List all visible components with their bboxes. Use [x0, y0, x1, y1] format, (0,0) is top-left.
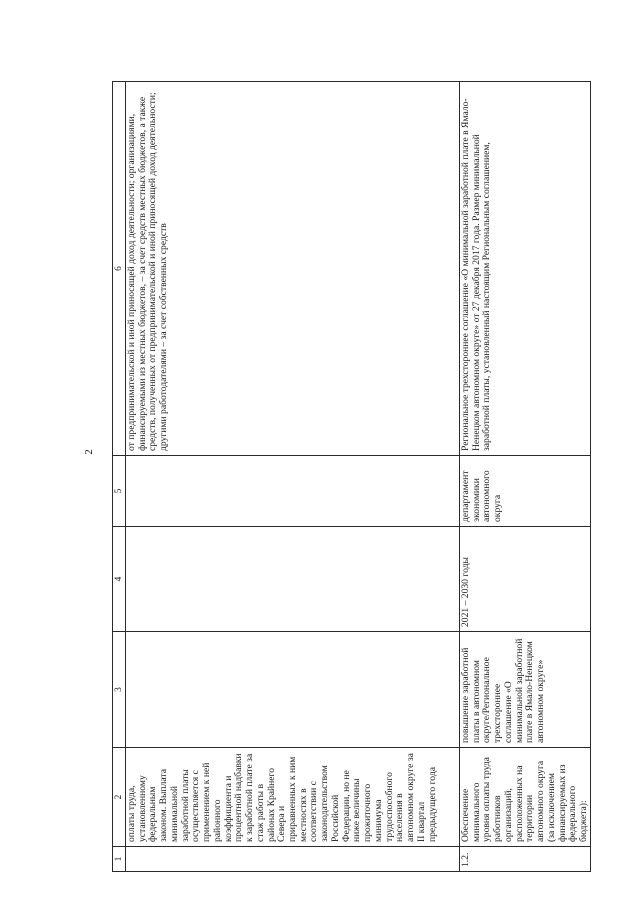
row2-note-cell: Региональное трехстороннее соглашение «О минимальной заработной плате в Ямало-Ненецком автономном округе» от 27 декабря 2017 года. Размер минимальной заработной платы, установленный настоящим Региональным соглашением,: [460, 82, 591, 456]
table-row: [126, 82, 460, 872]
row1-note-cell: от предпринимательской и иной приносящей доход деятельности; организациями, финансируемыми из местных бюджетов, – за счет средств местных бюджетов, а также средств, полученных от предпринимательской и иной приносящей доход деятельности; другими работодателями – за счет собственных средств: [126, 82, 460, 456]
header-cell-1: 1: [113, 847, 126, 872]
page-number: 2: [83, 449, 95, 455]
table-row: [460, 82, 591, 872]
row2-result-cell: повышение заработной платы в автономном округе/Региональное трехстороннее соглашение «О минимальной заработной плате в Ямало-Ненецком автономном округе»: [460, 632, 591, 748]
header-cell-5: 5: [113, 456, 126, 527]
row2-executor-cell: департамент экономики автономного округа: [460, 456, 591, 527]
header-cell-6: 6: [113, 82, 126, 456]
row1-result-cell: [126, 632, 460, 748]
row2-period-cell: 2021 – 2030 годы: [460, 527, 591, 632]
row2-number-cell: 1.2.: [460, 847, 591, 872]
rotated-table-layer: [112, 88, 590, 872]
row1-number-cell: [126, 847, 460, 872]
program-measures-table: [112, 81, 591, 872]
table-header-row: [113, 82, 126, 872]
document-table-container: [112, 88, 590, 872]
row1-measure-cell: оплаты труда, установленному федеральным законом. Выплата минимальной заработной платы осуществляется с применением к ней районного коэффициента и процентной надбавки к заработной плате за стаж работы в районах Крайнего Севера и приравненных к ним местностях в соответствии с законодательством Российской Федерации, но не ниже величины прожиточного минимума трудоспособного населения в автономном округе за II квартал предыдущего года: [126, 748, 460, 847]
row1-period-cell: [126, 527, 460, 632]
header-cell-4: 4: [113, 527, 126, 632]
row2-measure-cell: Обеспечение минимального уровня оплаты труда работников организаций, расположенных на территории автономного округа (за исключением финансируемых из федерального бюджета):: [460, 748, 591, 847]
row1-executor-cell: [126, 456, 460, 527]
header-cell-3: 3: [113, 632, 126, 748]
header-cell-2: 2: [113, 748, 126, 847]
